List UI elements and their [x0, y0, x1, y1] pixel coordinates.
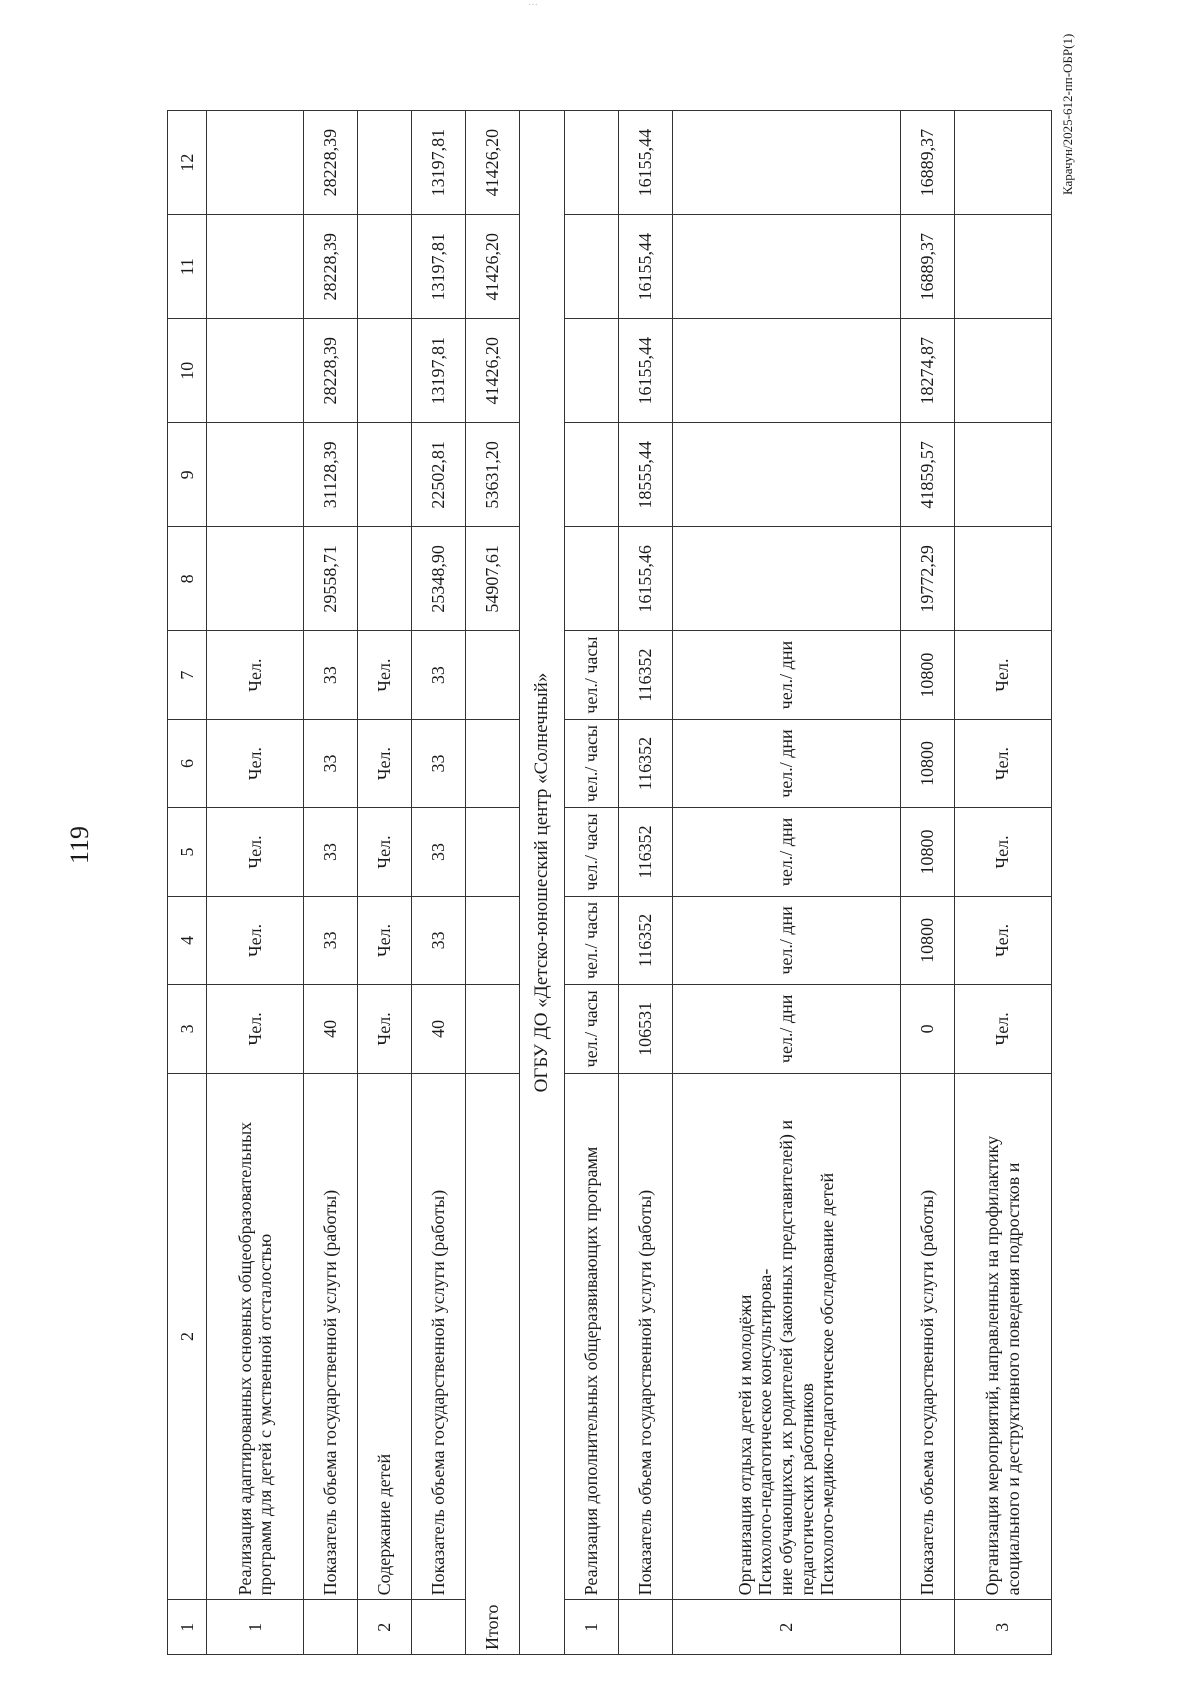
- row-name: Показатель объема государственной услуги (работы): [618, 1073, 672, 1600]
- table-cell: Чел.: [207, 808, 304, 896]
- row-name: Содержание детей: [358, 1073, 412, 1600]
- table-cell: Чел.: [954, 631, 1051, 719]
- table-cell: 19772,29: [900, 527, 954, 631]
- table-cell: [466, 985, 520, 1073]
- table-cell: 13197,81: [412, 215, 466, 319]
- row-number: 2: [358, 1600, 412, 1655]
- table-cell: [358, 319, 412, 423]
- table-cell: Чел.: [954, 896, 1051, 984]
- table-cell: чел./ часы: [565, 808, 619, 896]
- table-cell: Чел.: [207, 985, 304, 1073]
- table-cell: [565, 215, 619, 319]
- column-header: 1: [168, 1600, 207, 1655]
- table-cell: 33: [304, 631, 358, 719]
- table-row: [207, 111, 304, 1655]
- row-name: Организация отдыха детей и молодёжи Психолого-педагогическое консультирова- ние обучающихся, их родителей (законных представителей) и педагогических работников Психолого-медико-педагогическое обследование детей: [672, 1073, 900, 1600]
- table-cell: [954, 423, 1051, 527]
- table-cell: Чел.: [358, 985, 412, 1073]
- table-cell: чел./ дни: [672, 808, 900, 896]
- row-name: Показатель объема государственной услуги (работы): [412, 1073, 466, 1600]
- table-cell: 53631,20: [466, 423, 520, 527]
- table-cell: 31128,39: [304, 423, 358, 527]
- scan-mark: ···: [528, 0, 538, 11]
- table-cell: Чел.: [207, 631, 304, 719]
- table-cell: 0: [900, 985, 954, 1073]
- row-number: [900, 1600, 954, 1655]
- table-cell: 16889,37: [900, 111, 954, 215]
- table-cell: 33: [304, 808, 358, 896]
- table-cell: [466, 808, 520, 896]
- row-number: 1: [565, 1600, 619, 1655]
- table-cell: Чел.: [207, 719, 304, 807]
- row-name: Реализация адаптированных основных общеобразовательных программ для детей с умственной отсталостью: [207, 1073, 304, 1600]
- table-cell: Чел.: [358, 719, 412, 807]
- table-cell: [672, 111, 900, 215]
- table-cell: 13197,81: [412, 319, 466, 423]
- table-cell: 28228,39: [304, 319, 358, 423]
- table-cell: 16155,46: [618, 527, 672, 631]
- row-label: Итого: [466, 1073, 520, 1654]
- table-cell: 28228,39: [304, 215, 358, 319]
- row-name: Организация мероприятий, направленных на профилактику асоциального и деструктивного поведения подростков и: [954, 1073, 1051, 1600]
- section-row: [520, 111, 565, 1655]
- row-name: Показатель объема государственной услуги (работы): [900, 1073, 954, 1600]
- table-cell: Чел.: [954, 985, 1051, 1073]
- table-cell: 16155,44: [618, 215, 672, 319]
- table-cell: 106531: [618, 985, 672, 1073]
- table-cell: 116352: [618, 896, 672, 984]
- table-cell: 16155,44: [618, 319, 672, 423]
- table-cell: 28228,39: [304, 111, 358, 215]
- table-cell: 10800: [900, 719, 954, 807]
- table-row: [304, 111, 358, 1655]
- table-cell: 41426,20: [466, 319, 520, 423]
- budget-table: [167, 110, 1052, 1655]
- row-number: [304, 1600, 358, 1655]
- table-cell: [672, 527, 900, 631]
- table-cell: [207, 319, 304, 423]
- row-number: [618, 1600, 672, 1655]
- table-cell: Чел.: [358, 896, 412, 984]
- table-cell: Чел.: [954, 808, 1051, 896]
- table-cell: 33: [412, 631, 466, 719]
- column-header: 8: [168, 527, 207, 631]
- table-cell: Чел.: [358, 631, 412, 719]
- table-cell: 33: [412, 808, 466, 896]
- table-cell: Чел.: [207, 896, 304, 984]
- column-header: 10: [168, 319, 207, 423]
- table-cell: [466, 719, 520, 807]
- table-cell: [207, 423, 304, 527]
- table-cell: 41859,57: [900, 423, 954, 527]
- table-cell: чел./ дни: [672, 985, 900, 1073]
- table-cell: 10800: [900, 808, 954, 896]
- table-row: [412, 111, 466, 1655]
- table-cell: чел./ дни: [672, 896, 900, 984]
- table-cell: [954, 527, 1051, 631]
- table-row: [358, 111, 412, 1655]
- table-cell: [358, 111, 412, 215]
- row-number: 1: [207, 1600, 304, 1655]
- table-cell: чел./ дни: [672, 719, 900, 807]
- table-cell: 41426,20: [466, 215, 520, 319]
- table-cell: [565, 423, 619, 527]
- table-cell: чел./ дни: [672, 631, 900, 719]
- column-header: 3: [168, 985, 207, 1073]
- table-cell: 25348,90: [412, 527, 466, 631]
- table-cell: [672, 423, 900, 527]
- column-header: 4: [168, 896, 207, 984]
- table-cell: [954, 215, 1051, 319]
- table-cell: 116352: [618, 631, 672, 719]
- table-cell: 33: [412, 896, 466, 984]
- row-number: [412, 1600, 466, 1655]
- table-cell: [565, 319, 619, 423]
- table-cell: 33: [304, 896, 358, 984]
- column-header: 7: [168, 631, 207, 719]
- row-name: Показатель объема государственной услуги (работы): [304, 1073, 358, 1600]
- page-number: 119: [65, 825, 94, 865]
- table-cell: 116352: [618, 808, 672, 896]
- table-cell: [565, 527, 619, 631]
- table-cell: 116352: [618, 719, 672, 807]
- table-cell: [207, 215, 304, 319]
- table-cell: [207, 111, 304, 215]
- column-header: 5: [168, 808, 207, 896]
- table-cell: 41426,20: [466, 111, 520, 215]
- row-number: 2: [672, 1600, 900, 1655]
- table-row: [466, 111, 520, 1655]
- table-cell: 10800: [900, 896, 954, 984]
- table-cell: 33: [304, 719, 358, 807]
- header-row: [168, 111, 207, 1655]
- table-cell: 10800: [900, 631, 954, 719]
- table-cell: 13197,81: [412, 111, 466, 215]
- table-cell: чел./ часы: [565, 631, 619, 719]
- table-cell: 40: [412, 985, 466, 1073]
- table-row: [900, 111, 954, 1655]
- table-row: [618, 111, 672, 1655]
- table-cell: Чел.: [358, 808, 412, 896]
- table-row: [565, 111, 619, 1655]
- table-cell: [672, 215, 900, 319]
- document-reference: Карачун/2025-612-пп-ОБР(1): [1060, 33, 1075, 195]
- table-row: [954, 111, 1051, 1655]
- table-cell: [207, 527, 304, 631]
- table-cell: 40: [304, 985, 358, 1073]
- table-cell: 16155,44: [618, 111, 672, 215]
- column-header: 6: [168, 719, 207, 807]
- column-header: 9: [168, 423, 207, 527]
- table-cell: чел./ часы: [565, 985, 619, 1073]
- table-cell: 33: [412, 719, 466, 807]
- table-row: [672, 111, 900, 1655]
- table-cell: Чел.: [954, 719, 1051, 807]
- table-cell: чел./ часы: [565, 896, 619, 984]
- table-cell: [358, 215, 412, 319]
- table-cell: чел./ часы: [565, 719, 619, 807]
- table-cell: 16889,37: [900, 215, 954, 319]
- table-cell: [466, 896, 520, 984]
- table-cell: 54907,61: [466, 527, 520, 631]
- table-cell: [565, 111, 619, 215]
- table-cell: [954, 319, 1051, 423]
- table-cell: [466, 631, 520, 719]
- table-cell: [954, 111, 1051, 215]
- table-cell: [358, 527, 412, 631]
- rotated-table-container: [167, 110, 1052, 1655]
- row-number: 3: [954, 1600, 1051, 1655]
- table-cell: [672, 319, 900, 423]
- column-header: 12: [168, 111, 207, 215]
- table-cell: [358, 423, 412, 527]
- section-title: ОГБУ ДО «Детско-юношеский центр «Солнечный»: [520, 111, 565, 1655]
- column-header: 11: [168, 215, 207, 319]
- table-cell: 22502,81: [412, 423, 466, 527]
- table-cell: 29558,71: [304, 527, 358, 631]
- column-header: 2: [168, 1073, 207, 1600]
- row-name: Реализация дополнительных общеразвивающих программ: [565, 1073, 619, 1600]
- table-cell: 18555,44: [618, 423, 672, 527]
- table-cell: 18274,87: [900, 319, 954, 423]
